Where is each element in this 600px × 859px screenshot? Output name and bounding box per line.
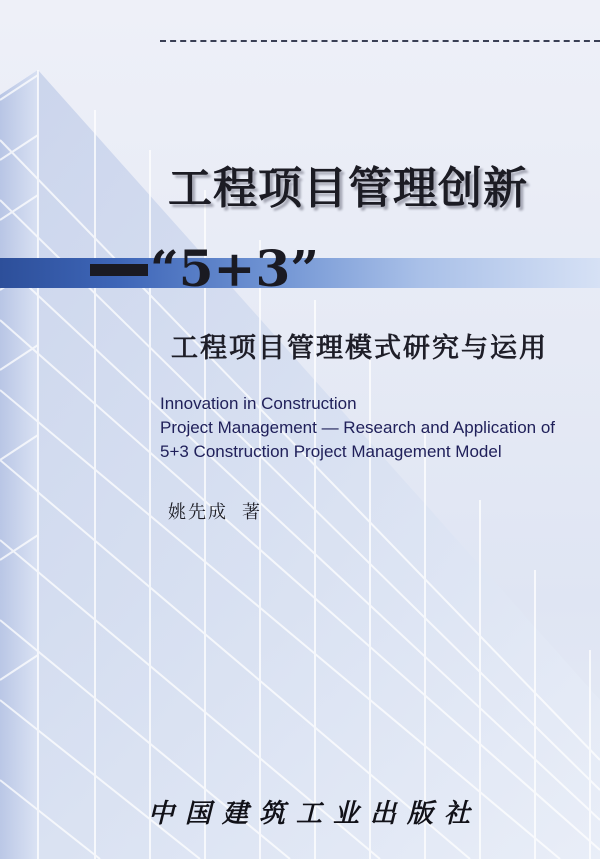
top-dashed-rule (160, 40, 600, 42)
author-credit (168, 498, 262, 524)
english-title-line-2: Project Management — Research and Application of (160, 418, 556, 437)
title-quote: “5+3” (150, 239, 319, 298)
author-role: 著 (242, 502, 262, 523)
subtitle: 工程项目管理模式研究与运用 (171, 333, 548, 364)
publisher-name: 中国建筑工业出版社 (148, 799, 482, 829)
main-title: 工程项目管理创新 (168, 163, 528, 214)
author-name: 姚先成 (168, 502, 228, 523)
english-title-line-1: Innovation in Construction (160, 394, 357, 413)
english-title (160, 392, 555, 464)
english-title-line-3: 5+3 Construction Project Management Model (160, 442, 502, 461)
em-dash-mark (90, 264, 148, 276)
